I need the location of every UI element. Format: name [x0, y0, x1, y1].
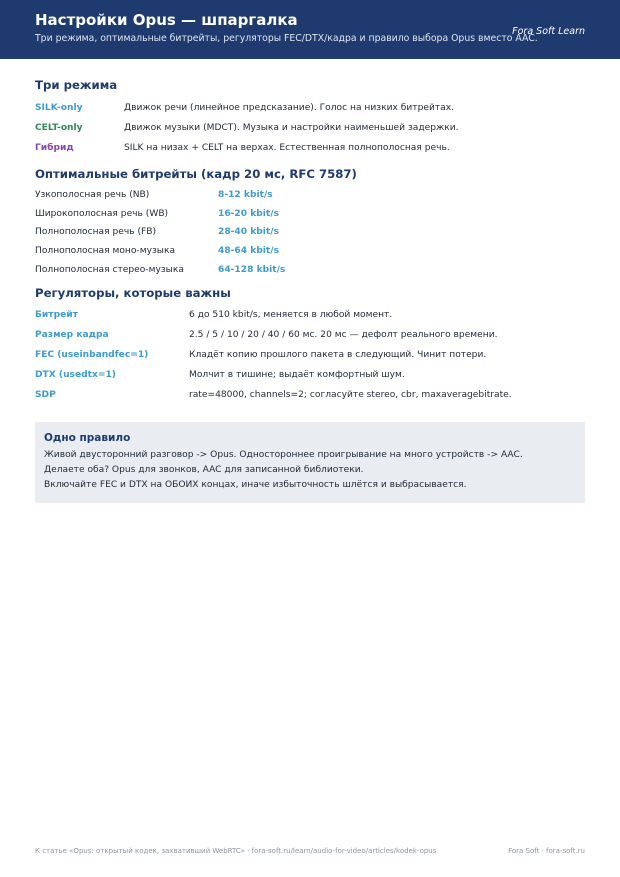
bitrates-list — [35, 186, 585, 279]
mode-description: SILK на низах + CELT на верхах. Естественная полнополосная речь. — [124, 143, 450, 153]
mode-name: Гибрид — [35, 143, 74, 153]
footer-brand: Fora Soft · fora-soft.ru — [508, 847, 585, 855]
knob-description: 6 до 510 kbit/s, меняется в любой момент. — [189, 309, 393, 320]
rule-line: Живой двусторонний разговор -> Opus. Одностороннее проигрывание на много устройств -> AAC. — [44, 449, 523, 460]
bitrate-row — [35, 260, 585, 279]
knob-description: Молчит в тишине; выдаёт комфортный шум. — [189, 369, 405, 380]
rule-callout — [35, 422, 585, 503]
knobs-section-title: Регуляторы, которые важны — [35, 285, 231, 300]
main-content — [0, 78, 620, 405]
knob-row — [35, 325, 585, 345]
bitrate-label: Широкополосная речь (WB) — [35, 208, 169, 219]
bitrate-value: 48-64 kbit/s — [218, 246, 280, 257]
brand-label: Fora Soft Learn — [512, 26, 585, 37]
page-title: Настройки Opus — шпаргалка — [35, 11, 298, 29]
page-subtitle: Три режима, оптимальные битрейты, регуляторы FEC/DTX/кадра и правило выбора Opus вместо AAC. — [35, 33, 538, 44]
mode-row — [35, 138, 585, 158]
mode-row — [35, 118, 585, 138]
knob-name: FEC (useinbandfec=1) — [35, 349, 149, 360]
bitrate-label: Полнополосная стерео-музыка — [35, 264, 184, 275]
knobs-list — [35, 305, 585, 405]
mode-row — [35, 98, 585, 118]
knob-row — [35, 365, 585, 385]
modes-section-title: Три режима — [35, 78, 118, 92]
bitrate-value: 28-40 kbit/s — [218, 227, 280, 238]
bitrate-row — [35, 186, 585, 205]
knob-description: Кладёт копию прошлого пакета в следующий. Чинит потери. — [189, 349, 487, 360]
mode-description: Движок речи (линейное предсказание). Голос на низких битрейтах. — [124, 103, 455, 113]
mode-description: Движок музыки (MDCT). Музыка и настройки наименьшей задержки. — [124, 123, 459, 133]
knob-name: Битрейт — [35, 309, 78, 320]
bitrate-row — [35, 205, 585, 224]
bitrate-label: Полнополосная речь (FB) — [35, 227, 157, 238]
knob-row — [35, 385, 585, 405]
rule-line: Включайте FEC и DTX на ОБОИХ концах, иначе избыточность шлётся и выбрасывается. — [44, 479, 467, 490]
bitrate-row — [35, 242, 585, 261]
bitrate-row — [35, 223, 585, 242]
footer-source-link[interactable]: К статье «Opus: открытый кодек, захвативший WebRTC» · fora-soft.ru/learn/audio-for-video/articles/kodek-opus — [35, 847, 437, 855]
knob-description: 2.5 / 5 / 10 / 20 / 40 / 60 мс. 20 мс — дефолт реального времени. — [189, 329, 498, 340]
bitrate-value: 8-12 kbit/s — [218, 190, 273, 201]
mode-name: CELT-only — [35, 123, 83, 133]
knob-row — [35, 345, 585, 365]
knob-name: DTX (usedtx=1) — [35, 369, 116, 380]
knob-description: rate=48000, channels=2; согласуйте stereo, cbr, maxaveragebitrate. — [189, 389, 512, 400]
bitrates-section-title: Оптимальные битрейты (кадр 20 мс, RFC 7587) — [35, 167, 357, 181]
bitrate-value: 16-20 kbit/s — [218, 208, 280, 219]
knob-name: Размер кадра — [35, 329, 109, 340]
bitrate-value: 64-128 kbit/s — [218, 264, 286, 275]
bitrate-label: Узкополосная речь (NB) — [35, 190, 150, 201]
mode-name: SILK-only — [35, 103, 83, 113]
knob-row — [35, 305, 585, 325]
modes-list — [35, 98, 585, 158]
knob-name: SDP — [35, 389, 56, 400]
page-header — [0, 0, 620, 59]
page-footer — [35, 847, 585, 855]
rule-line: Делаете оба? Opus для звонков, AAC для записанной библиотеки. — [44, 464, 364, 475]
bitrate-label: Полнополосная моно-музыка — [35, 246, 176, 257]
rule-title: Одно правило — [44, 431, 131, 444]
